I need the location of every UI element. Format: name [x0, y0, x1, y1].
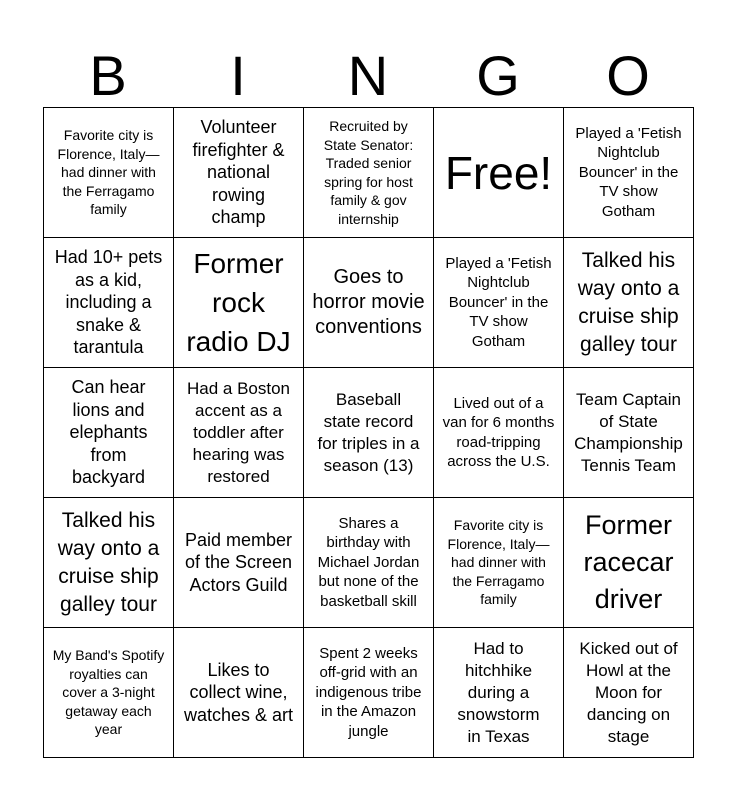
- cell-text: Played a 'Fetish Nightclub Bouncer' in the TV show Gotham: [575, 124, 682, 220]
- bingo-cell[interactable]: [564, 498, 694, 628]
- cell-text: Volunteer firefighter & national rowing champ: [192, 117, 285, 228]
- cell-text: Can hear lions and elephants from backyard: [69, 377, 148, 488]
- header-letter-i: I: [230, 44, 246, 107]
- cell-text: Former rock radio DJ: [186, 248, 291, 357]
- bingo-cell[interactable]: [44, 498, 174, 628]
- cell-text: Free!: [444, 146, 553, 199]
- cell-text: Spent 2 weeks off-grid with an indigenous tribe in the Amazon jungle: [315, 644, 422, 740]
- bingo-cell[interactable]: [434, 368, 564, 498]
- cell-text: Talked his way onto a cruise ship galley tour: [57, 508, 160, 616]
- header-letter-n: N: [347, 44, 389, 107]
- bingo-cell[interactable]: [564, 108, 694, 238]
- bingo-cell[interactable]: [174, 368, 304, 498]
- bingo-grid: [43, 107, 694, 758]
- bingo-cell[interactable]: [304, 108, 434, 238]
- bingo-cell[interactable]: [564, 238, 694, 368]
- cell-text: Team Captain of State Championship Tennis Team: [574, 389, 683, 475]
- bingo-cell[interactable]: [304, 628, 434, 758]
- bingo-cell[interactable]: [174, 238, 304, 368]
- cell-text: Lived out of a van for 6 months road-tripping across the U.S.: [442, 394, 555, 470]
- bingo-cell[interactable]: [434, 628, 564, 758]
- cell-text: Shares a birthday with Michael Jordan but none of the basketball skill: [317, 514, 420, 610]
- bingo-cell[interactable]: [304, 238, 434, 368]
- bingo-cell-free[interactable]: [434, 108, 564, 238]
- bingo-cell[interactable]: [434, 498, 564, 628]
- cell-text: Favorite city is Florence, Italy—had dinner with the Ferragamo family: [447, 517, 550, 608]
- cell-text: Paid member of the Screen Actors Guild: [184, 529, 293, 595]
- cell-text: Played a 'Fetish Nightclub Bouncer' in the TV show Gotham: [445, 254, 552, 350]
- bingo-cell[interactable]: [174, 498, 304, 628]
- bingo-cell[interactable]: [564, 628, 694, 758]
- bingo-cell[interactable]: [174, 108, 304, 238]
- cell-text: My Band's Spotify royalties can cover a 3-night getaway each year: [52, 647, 165, 738]
- cell-text: Goes to horror movie conventions: [312, 266, 425, 338]
- bingo-cell[interactable]: [44, 368, 174, 498]
- bingo-cell[interactable]: [304, 498, 434, 628]
- bingo-cell[interactable]: [564, 368, 694, 498]
- cell-text: Kicked out of Howl at the Moon for dancing on stage: [579, 638, 678, 746]
- header-letter-b: B: [89, 44, 127, 107]
- bingo-cell[interactable]: [304, 368, 434, 498]
- bingo-cell[interactable]: [44, 238, 174, 368]
- cell-text: Former racecar driver: [583, 510, 674, 614]
- cell-text: Talked his way onto a cruise ship galley tour: [577, 248, 680, 356]
- cell-text: Baseball state record for triples in a season (13): [317, 389, 420, 475]
- bingo-cell[interactable]: [174, 628, 304, 758]
- bingo-cell[interactable]: [434, 238, 564, 368]
- bingo-header: [43, 44, 693, 108]
- cell-text: Had a Boston accent as a toddler after hearing was restored: [186, 378, 290, 486]
- cell-text: Recruited by State Senator: Traded senior spring for host family & gov internship: [323, 118, 414, 227]
- cell-text: Had 10+ pets as a kid, including a snake & tarantula: [54, 247, 163, 358]
- cell-text: Favorite city is Florence, Italy—had dinner with the Ferragamo family: [57, 127, 160, 218]
- bingo-cell[interactable]: [44, 108, 174, 238]
- header-letter-g: G: [476, 44, 520, 107]
- cell-text: Had to hitchhike during a snowstorm in Texas: [457, 638, 540, 746]
- cell-text: Likes to collect wine, watches & art: [183, 659, 294, 725]
- bingo-cell[interactable]: [44, 628, 174, 758]
- header-letter-o: O: [606, 44, 650, 107]
